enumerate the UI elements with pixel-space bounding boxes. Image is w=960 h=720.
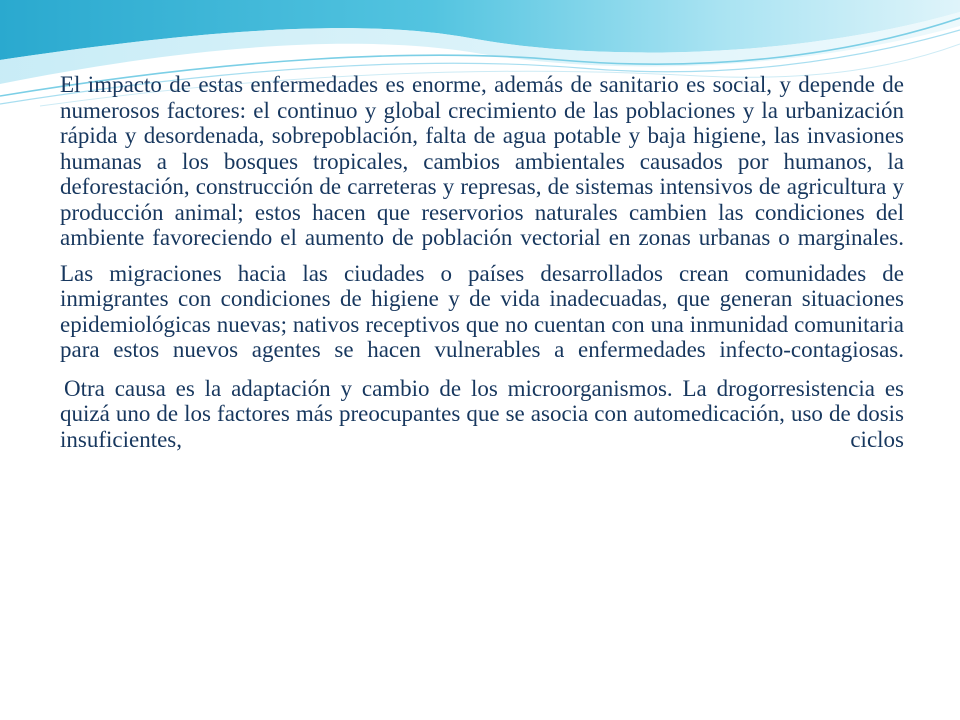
slide-body — [60, 72, 904, 452]
paragraph-drug-resistance: Otra causa es la adaptación y cambio de los microorganismos. La drogorresistencia es quizá uno de los factores más preocupantes que se asocia con automedicación, uso de dosis insuficientes, ciclos — [60, 375, 904, 452]
paragraph-migrations: Las migraciones hacia las ciudades o países desarrollados crean comunidades de inmigrantes con condiciones de higiene y de vida inadecuadas, que generan situaciones epidemiológicas nuevas; nativos receptivos que no cuentan con una inmunidad comunitaria para estos nuevos agentes se hacen vulnerables a enfermedades infecto-contagiosas. — [60, 260, 904, 362]
paragraph-impact: El impacto de estas enfermedades es enorme, además de sanitario es social, y depende de numerosos factores: el continuo y global crecimiento de las poblaciones y la urbanización rápida y desordenada, sobrepoblación, falta de agua potable y baja higiene, las invasiones humanas a los bosques tropicales, cambios ambientales causados por humanos, la deforestación, construcción de carreteras y represas, de sistemas intensivos de agricultura y producción animal; estos hacen que reservorios naturales cambien las condiciones del ambiente favoreciendo el aumento de población vectorial en zonas urbanas o marginales. — [60, 72, 904, 250]
